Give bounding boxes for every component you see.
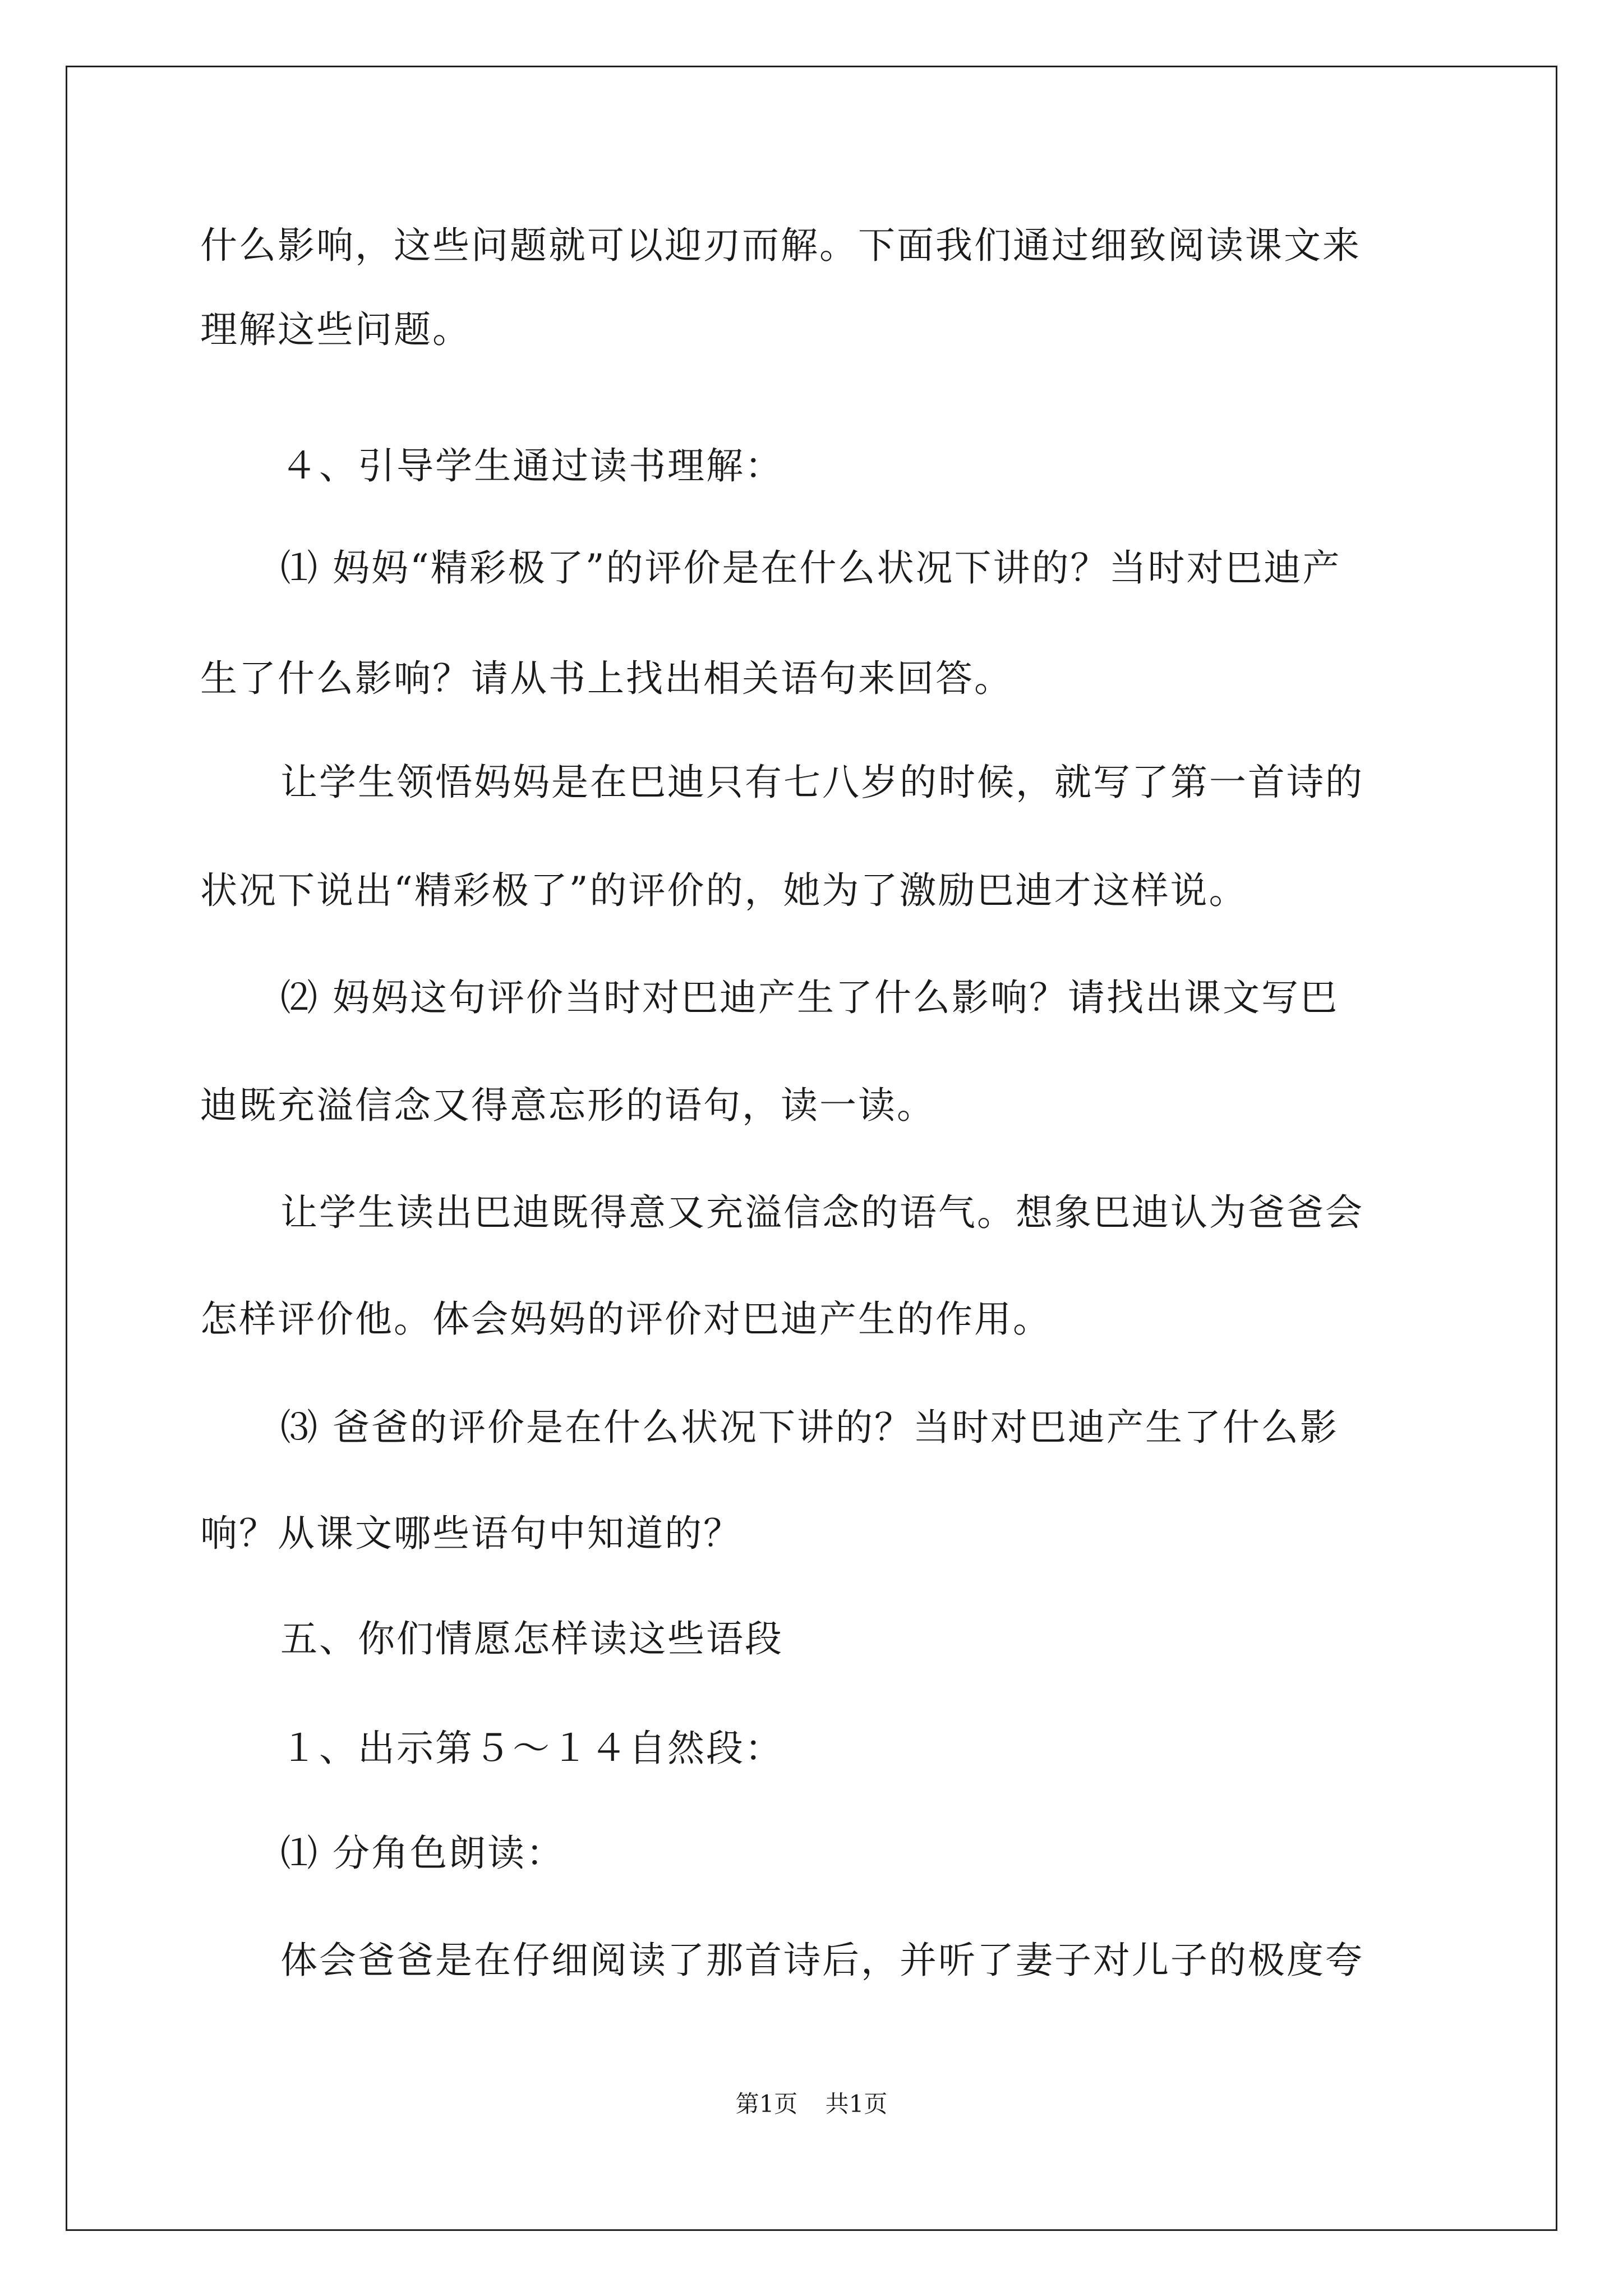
text-line: 五、你们情愿怎样读这些语段 — [280, 1617, 783, 1660]
text-line: ⑴ 妈妈“精彩极了”的评价是在什么状况下讲的？当时对巴迪产 — [280, 546, 1341, 590]
page-number: 第1页 — [735, 2090, 798, 2118]
page-total: 共1页 — [825, 2090, 888, 2118]
text-line: ４、引导学生通过读书理解： — [280, 444, 783, 487]
text-line: ⑵ 妈妈这句评价当时对巴迪产生了什么影响？请找出课文写巴 — [280, 976, 1339, 1019]
text-line: 理解这些问题。 — [200, 308, 471, 351]
text-line: 生了什么影响？请从书上找出相关语句来回答。 — [200, 657, 1013, 700]
text-line: 迪既充溢信念又得意忘形的语句，读一读。 — [200, 1084, 935, 1127]
page-border — [66, 66, 1557, 2231]
text-line: 让学生读出巴迪既得意又充溢信念的语气。想象巴迪认为爸爸会 — [280, 1191, 1364, 1234]
page-footer — [0, 2090, 1623, 2118]
text-line: 响？从课文哪些语句中知道的？ — [200, 1512, 742, 1555]
text-line: ⑴ 分角色朗读： — [280, 1832, 565, 1875]
text-line: 什么影响，这些问题就可以迎刃而解。下面我们通过细致阅读课文来 — [200, 224, 1361, 267]
text-line: 怎样评价他。体会妈妈的评价对巴迪产生的作用。 — [200, 1297, 1052, 1341]
text-line: ⑶ 爸爸的评价是在什么状况下讲的？当时对巴迪产生了什么影 — [280, 1406, 1339, 1449]
text-line: 体会爸爸是在仔细阅读了那首诗后，并听了妻子对儿子的极度夸 — [280, 1939, 1364, 1982]
text-line: 让学生领悟妈妈是在巴迪只有七八岁的时候，就写了第一首诗的 — [280, 761, 1364, 804]
text-line: １、出示第５～１４自然段： — [280, 1727, 783, 1770]
text-line: 状况下说出“精彩极了”的评价的，她为了激励巴迪才这样说。 — [200, 869, 1248, 912]
